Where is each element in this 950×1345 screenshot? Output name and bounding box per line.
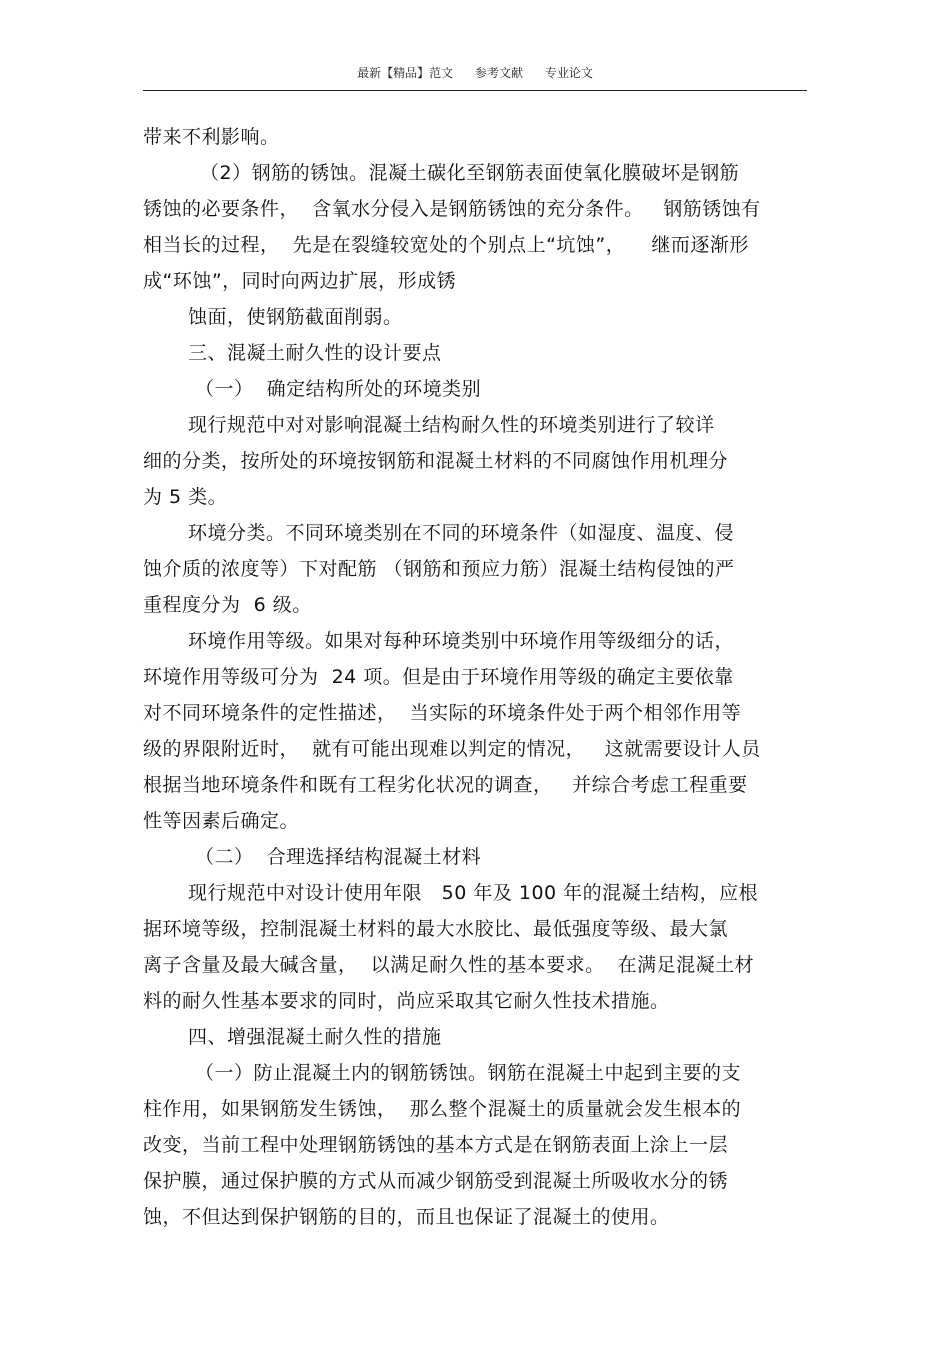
text-line: （一）防止混凝土内的钢筋锈蚀。钢筋在混凝土中起到主要的支 — [195, 1062, 742, 1084]
text-line: 柱作用，如果钢筋发生锈蚀， 那么整个混凝土的质量就会发生根本的 — [143, 1098, 742, 1120]
text-line: 成“环蚀”，同时向两边扩展，形成锈 — [143, 270, 457, 292]
text-line: 环境作用等级。如果对每种环境类别中环境作用等级细分的话， — [188, 630, 735, 652]
subsection-heading: （二） 合理选择结构混凝土材料 — [195, 846, 482, 868]
header-item-2: 参考文献 — [474, 66, 523, 80]
text-line: 重程度分为 6 级。 — [143, 594, 312, 616]
section-heading: 四、增强混凝土耐久性的措施 — [188, 1026, 442, 1048]
text-line: 据环境等级，控制混凝土材料的最大水胶比、最低强度等级、最大氯 — [143, 918, 729, 940]
text-line: 为 5 类。 — [143, 486, 228, 508]
text-line: 环境作用等级可分为 24 项。但是由于环境作用等级的确定主要依靠 — [143, 666, 734, 688]
text-line: 级的界限附近时， 就有可能出现难以判定的情况， 这就需要设计人员 — [143, 738, 761, 760]
text-line: 相当长的过程， 先是在裂缝较宽处的个别点上“坑蚀”， 继而逐渐形 — [143, 234, 749, 256]
text-line: 蚀，不但达到保护钢筋的目的，而且也保证了混凝土的使用。 — [143, 1206, 670, 1228]
header-item-1: 最新【精品】范文 — [357, 66, 454, 80]
text-line: 离子含量及最大碱含量， 以满足耐久性的基本要求。 在满足混凝土材 — [143, 954, 755, 976]
text-line: 蚀面，使钢筋截面削弱。 — [188, 306, 403, 328]
header-item-3: 专业论文 — [544, 66, 593, 80]
text-line: 料的耐久性基本要求的同时，尚应采取其它耐久性技术措施。 — [143, 990, 670, 1012]
text-line: 带来不利影响。 — [143, 126, 280, 148]
text-line: 根据当地环境条件和既有工程劣化状况的调查， 并综合考虑工程重要 — [143, 774, 748, 796]
text-line: 环境分类。不同环境类别在不同的环境条件（如湿度、温度、侵 — [188, 522, 735, 544]
text-line: 现行规范中对设计使用年限 50 年及 100 年的混凝土结构，应根 — [188, 882, 759, 904]
text-line: 性等因素后确定。 — [143, 810, 300, 832]
text-line: 细的分类，按所处的环境按钢筋和混凝土材料的不同腐蚀作用机理分 — [143, 450, 729, 472]
page-header — [143, 64, 807, 91]
text-line: （2）钢筋的锈蚀。混凝土碳化至钢筋表面使氧化膜破坏是钢筋 — [200, 162, 740, 184]
text-line: 现行规范中对对影响混凝土结构耐久性的环境类别进行了较详 — [188, 414, 715, 436]
text-line: 对不同环境条件的定性描述， 当实际的环境条件处于两个相邻作用等 — [143, 702, 742, 724]
text-line: 保护膜，通过保护膜的方式从而减少钢筋受到混凝土所吸收水分的锈 — [143, 1170, 729, 1192]
text-line: 锈蚀的必要条件， 含氧水分侵入是钢筋锈蚀的充分条件。 钢筋锈蚀有 — [143, 198, 761, 220]
text-line: 改变，当前工程中处理钢筋锈蚀的基本方式是在钢筋表面上涂上一层 — [143, 1134, 729, 1156]
text-line: 蚀介质的浓度等）下对配筋 （钢筋和预应力筋）混凝土结构侵蚀的严 — [143, 558, 735, 580]
subsection-heading: （一） 确定结构所处的环境类别 — [195, 378, 482, 400]
section-heading: 三、混凝土耐久性的设计要点 — [188, 342, 442, 364]
